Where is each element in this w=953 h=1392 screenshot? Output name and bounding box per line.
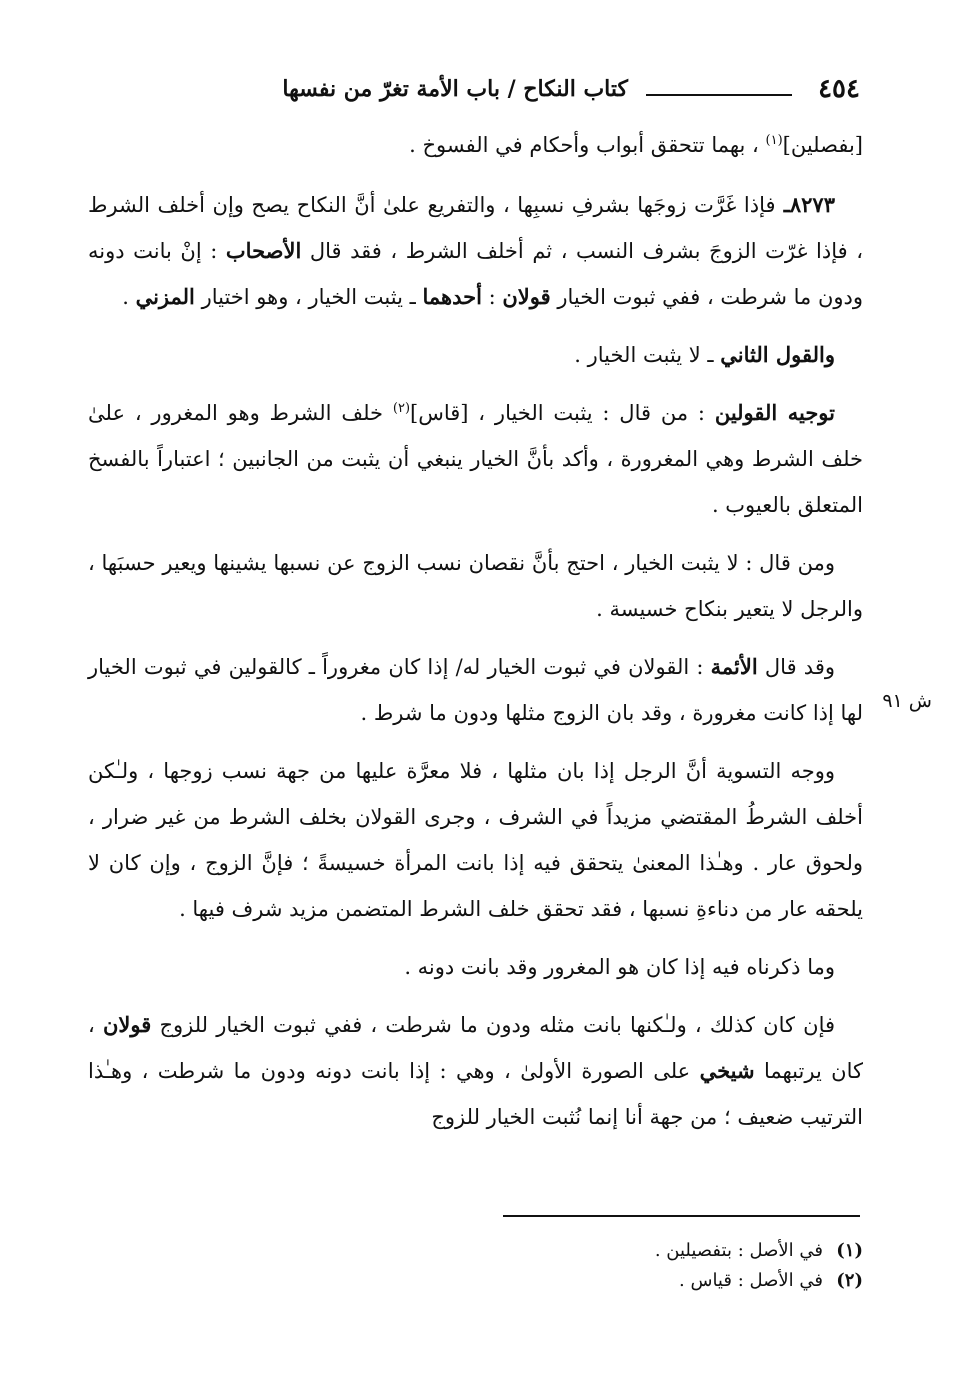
paragraph-8273	[88, 182, 863, 320]
text-span: [بفصلين]	[782, 133, 863, 157]
footnote-text: في الأصل : بتفصيلين .	[654, 1240, 823, 1261]
footnote-1	[503, 1236, 863, 1266]
text-span: وقد قال	[757, 655, 835, 679]
text-span: ـ لا يثبت الخيار .	[574, 343, 721, 367]
page-header	[88, 72, 860, 112]
bold-term: والقول الثاني	[720, 342, 835, 367]
bold-term: أحدهما	[422, 284, 482, 309]
margin-note: ش ٩١	[882, 690, 932, 712]
bold-term: توجيه القولين	[714, 400, 835, 425]
paragraph-mentioned: وما ذكرناه فيه إذا كان هو المغرور وقد بانت دونه .	[404, 955, 835, 979]
paragraph-equality: ووجه التسوية أنَّ الرجل إذا بان مثلها ، فلا معرَّة عليها من جهة نسب زوجها ، ولـٰكن أخلف الشرطُ المقتضي مزيداً في الشرف ، وجرى القولان بخلف الشرط من غير ضرار ، ولحوق عار . وهـٰذا المعنىٰ يتحقق فيه إذا بانت المرأة خسيسةً ؛ فإنَّ الزوج ، وإن كان لا يلحقه عار من دناءةِ نسبها ، فقد تحقق خلف الشرط المتضمن مزيد شرف فيها .	[88, 759, 863, 921]
paragraph-no-option: ومن قال : لا يثبت الخيار ، احتج بأنَّ نقصان نسب الزوج عن نسبها يشينها ويعير حسبَها ، والرجل لا يتعير بنكاح خسيسة .	[88, 551, 863, 621]
text-span: : من قال : يثبت الخيار ، [قاس]	[410, 401, 715, 425]
paragraph-imams	[88, 644, 863, 736]
paragraph-0	[88, 122, 863, 168]
paragraph-second-opinion	[88, 332, 863, 378]
running-title: كتاب النكاح / باب الأمة تغرّ من نفسها	[282, 76, 628, 102]
bold-term: الأصحاب	[225, 238, 302, 263]
footnotes	[503, 1236, 863, 1296]
bold-term: شيخي	[699, 1058, 755, 1083]
text-span: على الصورة الأولىٰ ، وهي : إذا بانت دونه ودون ما شرطت ، وهـٰذا الترتيب ضعيف ؛ من جهة أنا إنما نُثبت الخيار للزوج	[88, 1059, 863, 1129]
text-span: خلف الشرط وهو المغرور ، علىٰ خلف الشرط وهي المغرورة ، وأكد بأنَّ الخيار ينبغي أن يثبت من الجانبين ؛ اعتباراً بالفسخ المتعلق بالعيوب .	[88, 401, 863, 517]
footnote-ref-1: (١)	[765, 133, 783, 148]
text-span: فإن كان كذلك ، ولـٰكنها بانت مثله ودون ما شرطت ، ففي ثبوت الخيار للزوج	[151, 1013, 836, 1037]
header-rule	[646, 94, 792, 96]
footnote-rule	[503, 1215, 860, 1217]
footnote-2	[503, 1266, 863, 1296]
body-text	[88, 122, 863, 1152]
footnote-number: (٢)	[836, 1270, 863, 1291]
bold-term: قولان	[102, 1012, 152, 1037]
section-number: ٨٢٧٣ـ	[775, 192, 835, 217]
bold-term: المزني	[135, 284, 195, 309]
text-span: :	[481, 285, 503, 309]
page-number: ٤٥٤	[818, 74, 860, 104]
paragraph-two-opinions	[88, 390, 863, 528]
footnote-text: في الأصل : قياس .	[679, 1270, 823, 1291]
footnote-number: (١)	[836, 1240, 863, 1261]
text-span: ـ يثبت الخيار ، وهو اختيار	[194, 285, 423, 309]
bold-term: قولان	[502, 284, 551, 309]
text-span: ، كان يرتبهما	[88, 1013, 863, 1083]
text-span: .	[122, 285, 136, 309]
text-span: : القولان في ثبوت الخيار له/ إذا كان مغروراً ـ كالقولين في ثبوت الخيار لها إذا كانت مغرورة ، وقد بان الزوج مثلها ودون ما شرط .	[88, 655, 863, 725]
bold-term: الأئمة	[710, 654, 758, 679]
text-span: : إنْ بانت دونه ودون ما شرطت ، ففي ثبوت الخيار	[88, 239, 863, 309]
text-span: فإذا غَرَّت زوجَها بشرفِ نسبِها ، والتفريع علىٰ أنَّ النكاح يصح وإن أخلف الشرط ، فإذا غرّت الزوجَ بشرف النسب ، ثم أخلف الشرط ، فقد قال	[88, 193, 863, 263]
paragraph-if-so	[88, 1002, 863, 1140]
footnote-ref-2: (٢)	[392, 401, 411, 416]
text-span: ، بهما تتحقق أبواب وأحكام في الفسوخ .	[409, 133, 766, 157]
